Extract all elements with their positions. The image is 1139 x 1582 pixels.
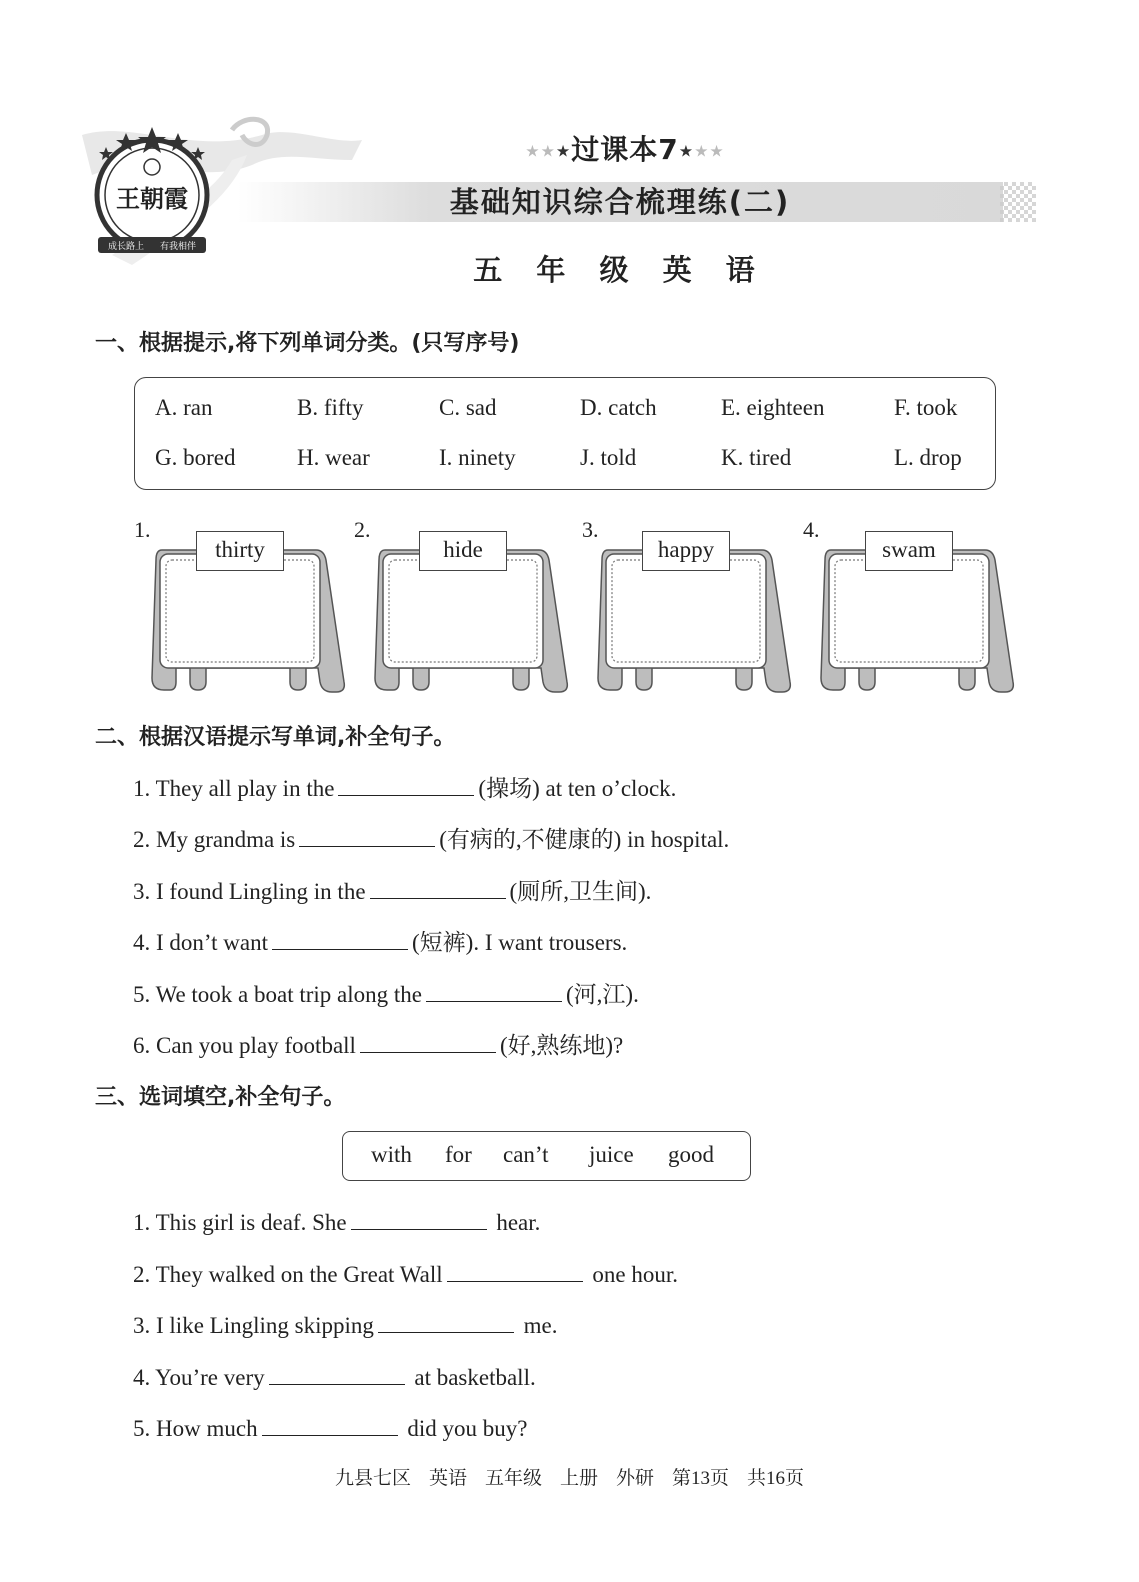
option-word: good xyxy=(668,1142,714,1167)
option-word: with xyxy=(371,1142,412,1167)
word-item: A. ran xyxy=(155,395,213,420)
sentence-item: 5. We took a boat trip along the (河,江). xyxy=(133,976,639,1009)
section2-heading: 二、根据汉语提示写单词,补全句子。 xyxy=(95,725,456,750)
brand-logo xyxy=(92,125,212,260)
answer-blank[interactable] xyxy=(426,979,562,1002)
board-number: 4. xyxy=(803,517,820,542)
sentence-item: 1. This girl is deaf. She hear. xyxy=(133,1207,540,1236)
sentence-item: 2. They walked on the Great Wall one hour. xyxy=(133,1259,678,1288)
star-icon: ★ xyxy=(678,141,695,161)
star-icon: ★ xyxy=(540,141,556,161)
checker-decoration xyxy=(1000,182,1036,222)
board-label: swam xyxy=(865,531,953,571)
word-item: D. catch xyxy=(580,395,657,420)
page-subtitle: 五 年 级 英 语 xyxy=(473,253,767,287)
board-label: happy xyxy=(642,531,730,571)
board-number: 1. xyxy=(134,517,151,542)
sentence-item: 4. I don’t want (短裤). I want trousers. xyxy=(133,924,627,957)
star-icon: ★ xyxy=(555,141,572,161)
word-item: B. fifty xyxy=(297,395,364,420)
sentence-item: 3. I like Lingling skipping me. xyxy=(133,1310,557,1339)
option-word: can’t xyxy=(503,1142,549,1167)
answer-blank[interactable] xyxy=(338,773,474,796)
board-number: 2. xyxy=(354,517,371,542)
sentence-item: 2. My grandma is (有病的,不健康的) in hospital. xyxy=(133,821,729,854)
series-text: 过课本7 xyxy=(571,133,679,166)
section1-heading: 一、根据提示,将下列单词分类。(只写序号) xyxy=(95,331,520,356)
option-word: for xyxy=(445,1142,472,1167)
series-label xyxy=(500,128,750,168)
answer-blank[interactable] xyxy=(447,1259,583,1282)
answer-blank[interactable] xyxy=(378,1310,514,1333)
sentence-item: 6. Can you play football (好,熟练地)? xyxy=(133,1027,623,1060)
word-item: I. ninety xyxy=(439,445,516,470)
word-item: G. bored xyxy=(155,445,236,470)
svg-text:有我相伴: 有我相伴 xyxy=(159,242,197,252)
answer-blank[interactable] xyxy=(269,1362,405,1385)
option-word: juice xyxy=(589,1142,634,1167)
page-title: 基础知识综合梳理练(二) xyxy=(449,185,791,219)
word-bank-box xyxy=(134,377,996,490)
word-item: J. told xyxy=(580,445,637,470)
answer-blank[interactable] xyxy=(262,1413,398,1436)
section3-heading: 三、选词填空,补全句子。 xyxy=(95,1085,346,1110)
star-icon: ★ xyxy=(709,141,725,161)
word-item: F. took xyxy=(894,395,958,420)
board-label: thirty xyxy=(196,531,284,571)
page-footer: 九县七区 英语 五年级 上册 外研 第13页 共16页 xyxy=(334,1468,805,1489)
sentence-item: 1. They all play in the (操场) at ten o’clock. xyxy=(133,770,676,803)
word-item: H. wear xyxy=(297,445,370,470)
option-box xyxy=(342,1131,751,1181)
board-number: 3. xyxy=(582,517,599,542)
answer-blank[interactable] xyxy=(299,824,435,847)
sentence-item: 5. How much did you buy? xyxy=(133,1413,527,1442)
star-icon: ★ xyxy=(525,141,541,161)
board-label: hide xyxy=(419,531,507,571)
word-item: K. tired xyxy=(721,445,792,470)
word-item: C. sad xyxy=(439,395,497,420)
answer-blank[interactable] xyxy=(272,927,408,950)
svg-text:王朝霞: 王朝霞 xyxy=(116,184,188,213)
word-item: L. drop xyxy=(894,445,962,470)
word-item: E. eighteen xyxy=(721,395,825,420)
sentence-item: 3. I found Lingling in the (厕所,卫生间). xyxy=(133,873,651,906)
star-icon: ★ xyxy=(694,141,710,161)
answer-blank[interactable] xyxy=(370,876,506,899)
sentence-item: 4. You’re very at basketball. xyxy=(133,1362,536,1391)
svg-text:成长路上: 成长路上 xyxy=(107,242,145,252)
answer-blank[interactable] xyxy=(360,1030,496,1053)
answer-blank[interactable] xyxy=(351,1207,487,1230)
